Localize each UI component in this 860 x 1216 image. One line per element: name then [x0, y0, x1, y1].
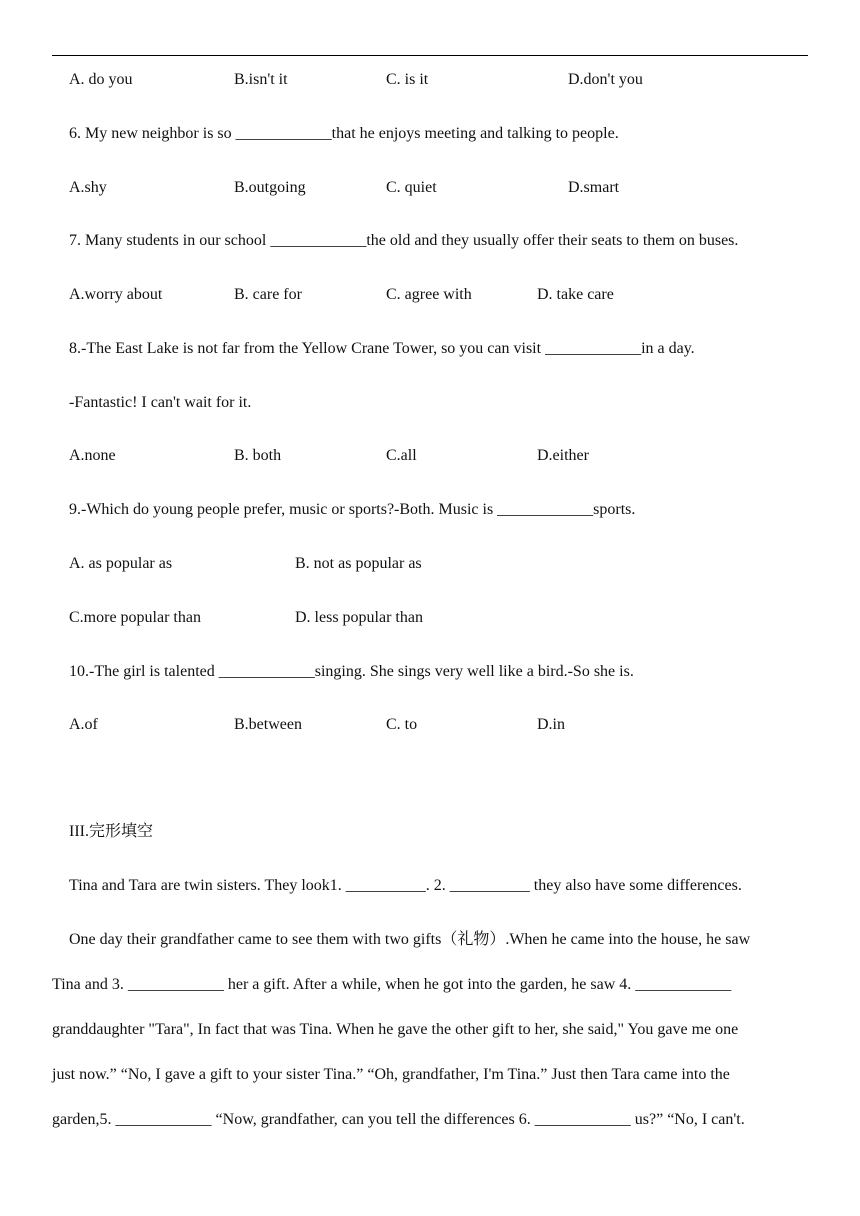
- cloze-line: garden,5. ____________ “Now, grandfather, can you tell the differences 6. ____________ us?” “No, I can't.: [52, 1111, 745, 1128]
- q9-option-d: D. less popular than: [295, 609, 423, 626]
- q9-option-c: C.more popular than: [69, 609, 201, 626]
- cloze-line: Tina and 3. ____________ her a gift. After a while, when he got into the garden, he saw 4. ____________: [52, 976, 732, 993]
- q8-option-c: C.all: [386, 447, 417, 464]
- section-heading: III.完形填空: [69, 823, 153, 840]
- q9-option-b: B. not as popular as: [295, 555, 422, 572]
- q6-option-b: B.outgoing: [234, 179, 306, 196]
- q10-stem: 10.-The girl is talented ____________singing. She sings very well like a bird.-So she is.: [69, 663, 634, 680]
- q5-option-d: D.don't you: [568, 71, 643, 88]
- q9-stem: 9.-Which do young people prefer, music or sports?-Both. Music is ____________sports.: [69, 501, 636, 518]
- q5-option-c: C. is it: [386, 71, 429, 88]
- q8-reply: -Fantastic! I can't wait for it.: [69, 394, 252, 411]
- cloze-paragraph-1: Tina and Tara are twin sisters. They look1. __________. 2. __________ they also have some differences.: [69, 877, 742, 894]
- q10-option-b: B.between: [234, 716, 302, 733]
- q7-option-b: B. care for: [234, 286, 302, 303]
- q10-option-a: A.of: [69, 716, 98, 733]
- q9-option-a: A. as popular as: [69, 555, 173, 572]
- q5-option-b: B.isn't it: [234, 71, 288, 88]
- q7-option-c: C. agree with: [386, 286, 472, 303]
- q6-option-c: C. quiet: [386, 179, 437, 196]
- q6-stem: 6. My new neighbor is so ____________that he enjoys meeting and talking to people.: [69, 125, 619, 142]
- q7-option-d: D. take care: [537, 286, 614, 303]
- header-rule: [52, 55, 808, 56]
- q8-option-a: A.none: [69, 447, 116, 464]
- q6-option-a: A.shy: [69, 179, 107, 196]
- cloze-line: granddaughter "Tara", In fact that was Tina. When he gave the other gift to her, she said," You gave me one: [52, 1021, 739, 1038]
- q8-option-d: D.either: [537, 447, 589, 464]
- q10-option-d: D.in: [537, 716, 565, 733]
- q8-option-b: B. both: [234, 447, 282, 464]
- cloze-line: One day their grandfather came to see them with two gifts（礼物）.When he came into the house, he saw: [69, 931, 751, 948]
- q6-option-d: D.smart: [568, 179, 620, 196]
- cloze-line: just now.” “No, I gave a gift to your sister Tina.” “Oh, grandfather, I'm Tina.” Just then Tara came into the: [52, 1066, 730, 1083]
- q7-option-a: A.worry about: [69, 286, 163, 303]
- q10-option-c: C. to: [386, 716, 418, 733]
- q8-stem: 8.-The East Lake is not far from the Yellow Crane Tower, so you can visit ____________in a day.: [69, 340, 695, 357]
- q5-option-a: A. do you: [69, 71, 133, 88]
- q7-stem: 7. Many students in our school ____________the old and they usually offer their seats to them on buses.: [69, 232, 739, 249]
